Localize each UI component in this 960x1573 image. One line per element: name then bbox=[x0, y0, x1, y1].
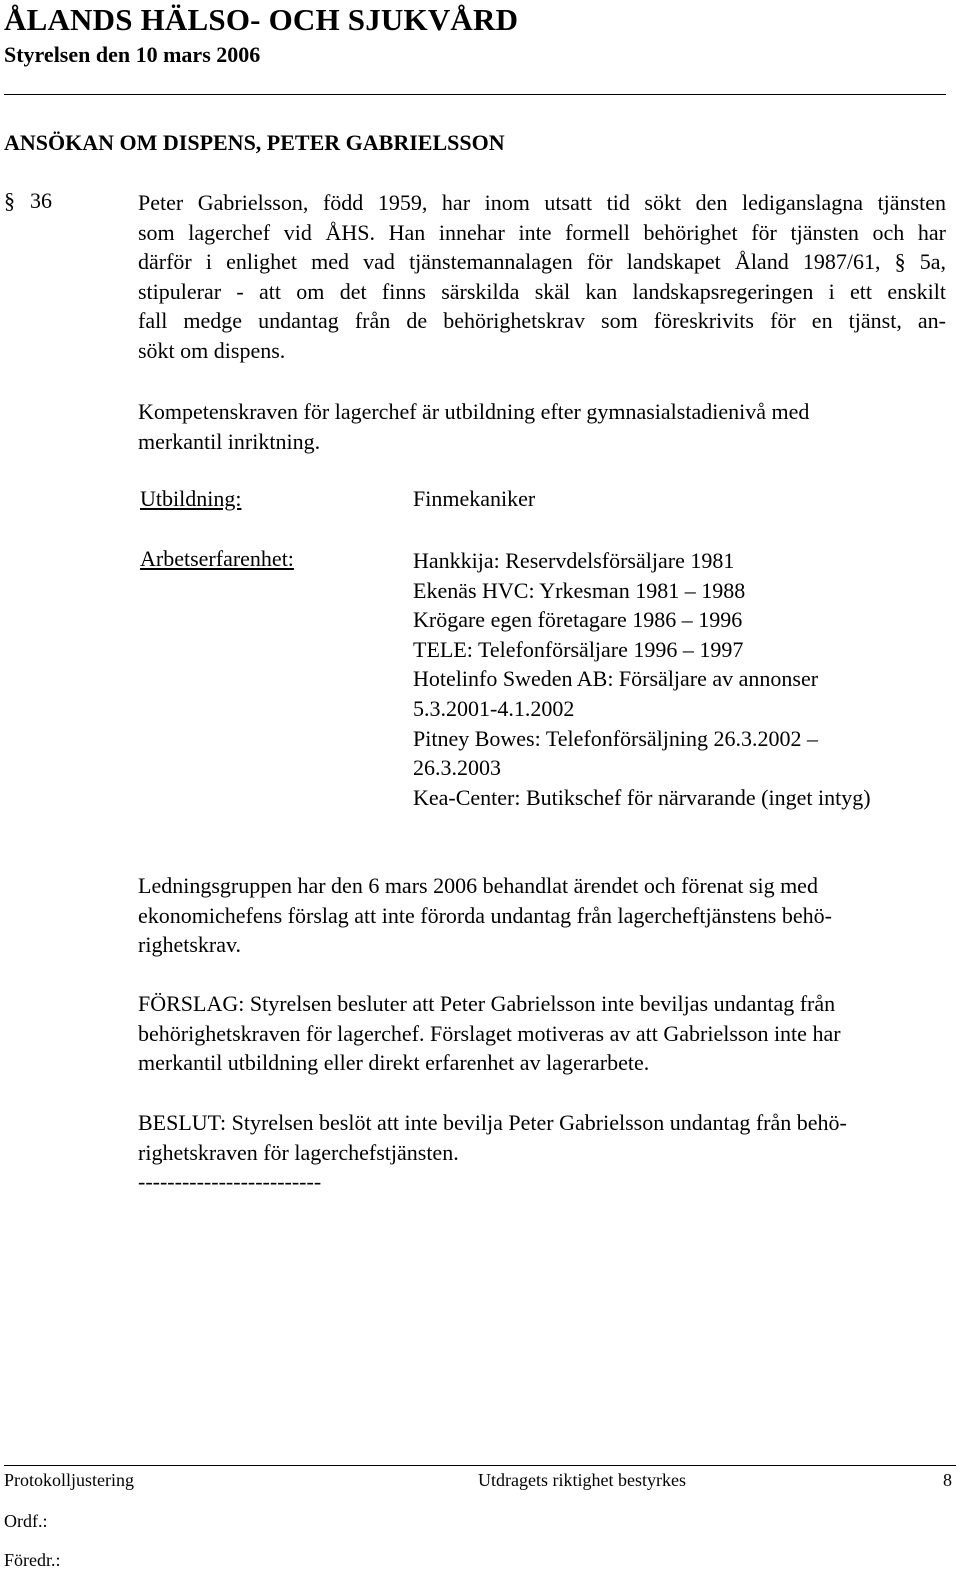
experience-item: Ekenäs HVC: Yrkesman 1981 – 1988 bbox=[413, 577, 746, 603]
experience-list bbox=[413, 546, 871, 812]
education-value: Finmekaniker bbox=[413, 486, 536, 511]
separator-line: ------------------------- bbox=[138, 1169, 322, 1195]
header-divider bbox=[4, 94, 946, 95]
text-line: Ledningsgruppen har den 6 mars 2006 behandlat ärendet och förenat sig med bbox=[138, 873, 818, 898]
experience-item: 5.3.2001-4.1.2002 bbox=[413, 695, 575, 721]
experience-item: TELE: Telefonförsäljare 1996 – 1997 bbox=[413, 636, 744, 662]
text-line: behörighetskraven för lagerchef. Förslaget motiveras av att Gabrielsson inte har bbox=[138, 1020, 841, 1046]
meeting-date: Styrelsen den 10 mars 2006 bbox=[4, 42, 261, 67]
text-line: Peter Gabrielsson, född 1959, har inom utsatt tid sökt den lediganslagna tjänsten bbox=[138, 190, 946, 215]
text-line: som lagerchef vid ÅHS. Han innehar inte formell behörighet för tjänsten och har bbox=[138, 219, 946, 245]
intro-paragraph bbox=[138, 188, 946, 366]
experience-item: Pitney Bowes: Telefonförsäljning 26.3.2002 – bbox=[413, 725, 819, 751]
footer-presenter-label: Föredr.: bbox=[4, 1550, 61, 1570]
paragraph-mark: § bbox=[4, 188, 15, 213]
text-line: fall medge undantag från de behörighetskrav som föreskrivits för en tjänst, an- bbox=[138, 308, 946, 334]
organization-title: ÅLANDS HÄLSO- OCH SJUKVÅRD bbox=[4, 2, 519, 37]
footer-certified-label: Utdragets riktighet bestyrkes bbox=[478, 1470, 686, 1490]
experience-label: Arbetserfarenhet: bbox=[140, 546, 294, 571]
text-line: Kompetenskraven för lagerchef är utbildning efter gymnasialstadienivå med bbox=[138, 399, 810, 424]
decision-paragraph bbox=[138, 1108, 946, 1197]
experience-item: Krögare egen företagare 1986 – 1996 bbox=[413, 607, 743, 633]
experience-item: Kea-Center: Butikschef för närvarande (inget intyg) bbox=[413, 784, 871, 810]
text-line: merkantil inriktning. bbox=[138, 428, 321, 454]
education-label: Utbildning: bbox=[140, 486, 242, 511]
text-line: righetskraven för lagerchefstjänsten. bbox=[138, 1139, 459, 1165]
page-number: 8 bbox=[943, 1470, 952, 1490]
text-line: därför i enlighet med vad tjänstemannalagen för landskapet Åland 1987/61, § 5a, bbox=[138, 249, 946, 275]
footer-protocol-label: Protokolljustering bbox=[4, 1470, 134, 1490]
text-line: stipulerar - att om det finns särskilda skäl kan landskapsregeringen i ett enskilt bbox=[138, 278, 946, 304]
footer-divider bbox=[4, 1465, 956, 1466]
text-line: FÖRSLAG: Styrelsen besluter att Peter Gabrielsson inte beviljas undantag från bbox=[138, 991, 836, 1016]
competence-paragraph bbox=[138, 397, 946, 456]
section-title: ANSÖKAN OM DISPENS, PETER GABRIELSSON bbox=[4, 130, 505, 155]
experience-item: 26.3.2003 bbox=[413, 755, 501, 781]
item-number: 36 bbox=[30, 188, 52, 213]
text-line: sökt om dispens. bbox=[138, 337, 286, 363]
experience-item: Hankkija: Reservdelsförsäljare 1981 bbox=[413, 548, 735, 573]
management-paragraph bbox=[138, 871, 946, 960]
experience-item: Hotelinfo Sweden AB: Försäljare av annonser bbox=[413, 666, 819, 692]
text-line: ekonomichefens förslag att inte förorda undantag från lagercheftjänstens behö- bbox=[138, 902, 832, 928]
footer-chair-label: Ordf.: bbox=[4, 1511, 48, 1531]
text-line: BESLUT: Styrelsen beslöt att inte bevilja Peter Gabrielsson undantag från behö- bbox=[138, 1110, 847, 1135]
text-line: merkantil utbildning eller direkt erfarenhet av lagerarbete. bbox=[138, 1050, 650, 1076]
proposal-paragraph bbox=[138, 989, 946, 1078]
text-line: righetskrav. bbox=[138, 932, 242, 958]
